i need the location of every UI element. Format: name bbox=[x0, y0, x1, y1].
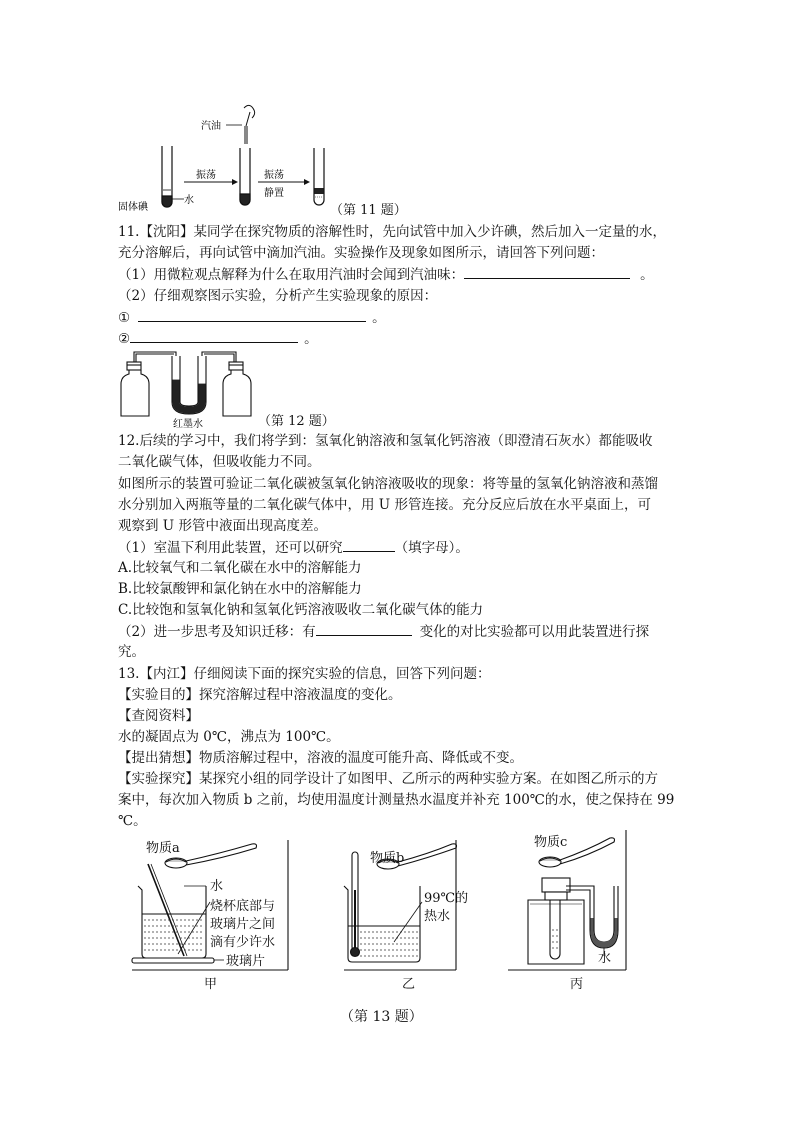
shake-label-2: 振荡 bbox=[264, 170, 284, 181]
apparatus-jia-name: 甲 bbox=[204, 977, 218, 992]
q13-explore-line1: 【实验探究】某探究小组的同学设计了如图甲、乙所示的两种实验方案。在如图乙所示的方 bbox=[118, 771, 658, 787]
q11-item1-blank[interactable] bbox=[138, 307, 366, 322]
q12-sub1-text: （1）室温下利用此装置，还可以研究 bbox=[118, 540, 343, 556]
hot-water-label-line1: 99℃的 bbox=[424, 891, 469, 906]
q11-item2-marker: ② bbox=[118, 331, 131, 347]
figure-12-caption: （第 12 题） bbox=[258, 414, 335, 429]
figure-12-bottles-u-tube bbox=[118, 350, 268, 430]
stand-label: 静置 bbox=[264, 188, 284, 199]
q13-fact: 水的凝固点为 0℃，沸点为 100℃。 bbox=[118, 729, 340, 745]
q12-line1: 12.后续的学习中，我们将学到：氢氧化钠溶液和氢氧化钙溶液（即澄清石灰水）都能吸收 bbox=[118, 433, 653, 449]
q12-sub2-text: （2）进一步思考及知识迁移：有 bbox=[118, 624, 316, 640]
q12-option-c: C.比较饱和氢氧化钠和氢氧化钙溶液吸收二氧化碳气体的能力 bbox=[118, 602, 484, 618]
q12-sub2-blank[interactable] bbox=[316, 621, 412, 636]
hot-water-label-line2: 热水 bbox=[424, 909, 451, 924]
water-label-tube1: 水 bbox=[184, 195, 194, 206]
water-dashes bbox=[144, 920, 204, 950]
test-tube-2 bbox=[240, 148, 250, 205]
u-tube bbox=[172, 356, 206, 414]
u-tube-bing bbox=[566, 886, 618, 948]
right-bottle bbox=[223, 362, 251, 416]
q12-option-a: A.比较氧气和二氧化碳在水中的溶解能力 bbox=[118, 560, 362, 576]
q11-item1 bbox=[118, 307, 386, 328]
apparatus-yi-name: 乙 bbox=[402, 977, 416, 992]
q12-sub2 bbox=[118, 621, 649, 642]
q12-sub1-end: （填字母）。 bbox=[394, 540, 469, 556]
substance-a-label: 物质a bbox=[146, 841, 180, 856]
apparatus-bing-name: 丙 bbox=[570, 977, 584, 992]
thermometer-icon bbox=[351, 852, 360, 957]
q13-reference: 【查阅资料】 bbox=[118, 708, 199, 724]
q11-item1-end: 。 bbox=[372, 310, 386, 326]
apparatus-bing bbox=[508, 830, 626, 992]
q11-item2 bbox=[118, 328, 318, 349]
q11-item2-blank[interactable] bbox=[130, 328, 298, 343]
beaker-note-line1: 烧杯底部与 bbox=[210, 899, 276, 914]
test-tube-3 bbox=[314, 148, 324, 205]
q13-explore-line3: ℃。 bbox=[118, 813, 147, 829]
substance-b-label: 物质b bbox=[370, 851, 405, 866]
water-label-jia: 水 bbox=[210, 879, 224, 894]
gasoline-label: 汽油 bbox=[201, 121, 221, 132]
water-label-bing: 水 bbox=[598, 951, 612, 966]
q12-line3: 如图所示的装置可验证二氧化碳被氢氧化钠溶液吸收的现象：将等量的氢氧化钠溶液和蒸馏 bbox=[118, 476, 658, 492]
substance-c-label: 物质c bbox=[534, 835, 568, 850]
q11-sub2: （2）仔细观察图示实验，分析产生实验现象的原因： bbox=[118, 288, 438, 304]
figure-13-apparatus bbox=[118, 830, 638, 1000]
figure-11-caption: （第 11 题） bbox=[330, 203, 407, 218]
q11-sub1 bbox=[118, 264, 654, 285]
dropper-hand-icon bbox=[244, 105, 255, 144]
glass-plate-label: 玻璃片 bbox=[226, 954, 266, 969]
q13-explore-line2: 案中，每次加入物质 b 之前，均使用温度计测量热水温度并补充 100℃的水，使之保持在 99 bbox=[118, 792, 675, 808]
q12-line4: 水分别加入两瓶等量的二氧化碳气体中，用 U 形管连接。充分反应后放在水平桌面上，可 bbox=[118, 497, 651, 513]
q11-sub1-text: （1）用微粒观点解释为什么在取用汽油时会闻到汽油味： bbox=[118, 267, 465, 283]
q12-sub1-blank[interactable] bbox=[343, 537, 395, 552]
solid-iodine-label: 固体碘 bbox=[118, 202, 148, 213]
q11-item2-end: 。 bbox=[304, 331, 318, 347]
q11-sub1-blank[interactable] bbox=[464, 264, 630, 279]
apparatus-jia bbox=[132, 840, 288, 992]
apparatus-yi bbox=[344, 840, 468, 992]
q11-stem-line1: 11.【沈阳】某同学在探究物质的溶解性时，先向试管中加入少许碘，然后加入一定量的水， bbox=[118, 224, 666, 240]
red-ink-label: 红墨水 bbox=[173, 419, 203, 430]
q12-line2: 二氧化碳气体，但吸收能力不同。 bbox=[118, 454, 321, 470]
q13-purpose: 【实验目的】探究溶解过程中溶液温度的变化。 bbox=[118, 687, 402, 703]
q11-item1-marker: ① bbox=[118, 310, 131, 326]
test-tube-1 bbox=[162, 146, 172, 207]
left-bottle bbox=[121, 362, 149, 416]
q11-sub1-end: 。 bbox=[640, 267, 654, 283]
q12-option-b: B.比较氯酸钾和氯化钠在水中的溶解能力 bbox=[118, 581, 362, 597]
q13-line1: 13.【内江】仔细阅读下面的探究实验的信息，回答下列问题： bbox=[118, 666, 491, 682]
flask bbox=[528, 878, 584, 964]
figure-13-caption: （第 13 题） bbox=[340, 1009, 423, 1025]
q12-sub2-line2: 究。 bbox=[118, 644, 145, 660]
q12-line5: 观察到 U 形管中液面出现高度差。 bbox=[118, 518, 327, 534]
shake-label: 振荡 bbox=[196, 170, 216, 181]
q12-sub2-end: 变化的对比实验都可以用此装置进行探 bbox=[419, 624, 650, 640]
beaker-note-line3: 滴有少许水 bbox=[210, 935, 276, 950]
beaker-note-line2: 玻璃片之间 bbox=[210, 917, 276, 932]
q13-hypothesis: 【提出猜想】物质溶解过程中，溶液的温度可能升高、降低或不变。 bbox=[118, 750, 523, 766]
q11-stem-line2: 充分溶解后，再向试管中滴加汽油。实验操作及现象如图所示，请回答下列问题： bbox=[118, 245, 604, 261]
q12-sub1 bbox=[118, 537, 469, 558]
